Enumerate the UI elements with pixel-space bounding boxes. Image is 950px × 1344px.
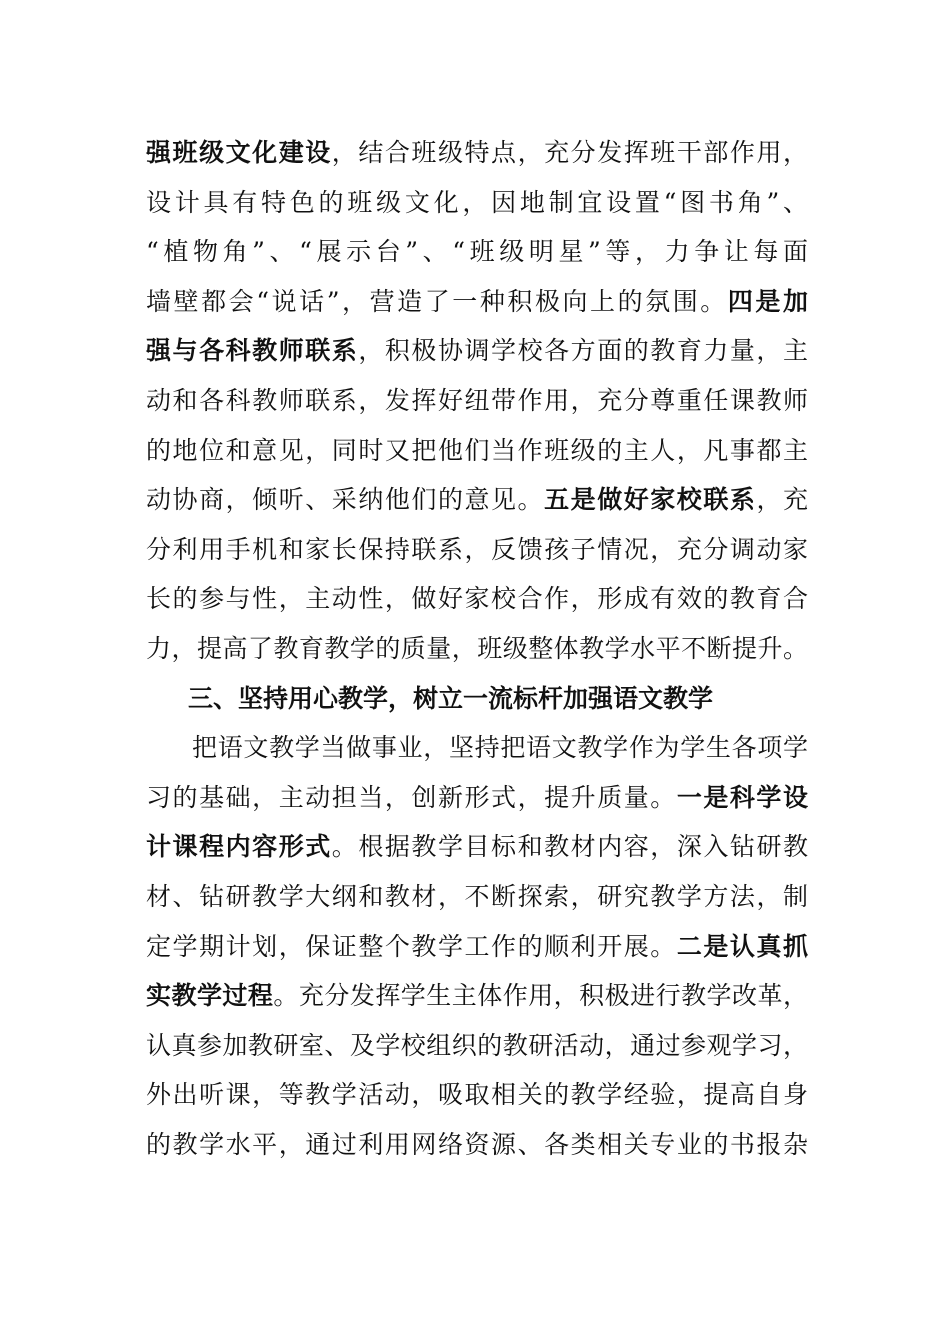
- text-run: 材、钻研教学大纲和教材，不断探索，研究教学方法，制: [146, 881, 808, 911]
- text-line: [146, 822, 808, 872]
- text-line: [146, 277, 808, 327]
- text-run: 力，提高了教育教学的质量，班级整体教学水平不断提升。: [146, 633, 808, 663]
- heading-text: 三、坚持用心教学，树立一流标杆加强语文教学: [188, 683, 714, 713]
- text-run: 定学期计划，保证整个教学工作的顺利开展。: [146, 931, 677, 961]
- text-line: [146, 971, 808, 1021]
- text-run: 动和各科教师联系，发挥好纽带作用，充分尊重任课教师: [146, 385, 808, 415]
- text-line: [146, 326, 808, 376]
- text-run: 把语文教学当做事业，坚持把语文教学作为学生各项学: [192, 733, 808, 763]
- text-line: [146, 773, 808, 823]
- text-line: [146, 227, 808, 277]
- text-line: [146, 128, 808, 178]
- text-run: ，积极协调学校各方面的教育力量，主: [358, 336, 808, 366]
- bold-phrase: 二是认真抓: [676, 931, 808, 961]
- text-run: ，充: [756, 485, 808, 515]
- text-run: 外出听课，等教学活动，吸取相关的教学经验，提高自身: [146, 1080, 808, 1110]
- text-line: [146, 574, 808, 624]
- text-run: “植物角”、“展示台”、“班级明星”等，力争让每面: [146, 237, 808, 267]
- text-run: 认真参加教研室、及学校组织的教研活动，通过参观学习，: [146, 1030, 808, 1060]
- text-run: 设计具有特色的班级文化，因地制宜设置“图书角”、: [146, 187, 808, 217]
- text-line: [146, 624, 808, 674]
- bold-phrase: 强班级文化建设: [146, 138, 332, 167]
- bold-phrase: 强与各科教师联系: [146, 336, 359, 366]
- paragraph-first-line: [146, 723, 808, 773]
- text-line: [146, 1021, 808, 1071]
- text-run: 的教学水平，通过利用网络资源、各类相关专业的书报杂: [146, 1129, 808, 1159]
- text-line: [146, 1120, 808, 1170]
- bold-phrase: 四是加: [727, 286, 808, 316]
- bold-phrase: 五是做好家校联系: [544, 485, 757, 515]
- text-line: [146, 1070, 808, 1120]
- text-run: 动协商，倾听、采纳他们的意见。: [146, 485, 545, 515]
- bold-phrase: 一是科学设: [676, 782, 808, 812]
- text-run: ，结合班级特点，充分发挥班干部作用，: [331, 138, 808, 167]
- section-heading: [146, 674, 808, 724]
- bold-phrase: 实教学过程: [146, 981, 274, 1011]
- text-run: 。根据教学目标和教材内容，深入钻研教: [331, 832, 808, 862]
- text-run: 长的参与性，主动性，做好家校合作，形成有效的教育合: [146, 584, 808, 614]
- bold-phrase: 计课程内容形式: [146, 832, 332, 862]
- text-run: 的地位和意见，同时又把他们当作班级的主人，凡事都主: [146, 435, 808, 465]
- document-body: [146, 128, 808, 1169]
- text-line: [146, 872, 808, 922]
- text-line: [146, 922, 808, 972]
- text-run: 分利用手机和家长保持联系，反馈孩子情况，充分调动家: [146, 534, 808, 564]
- text-line: [146, 376, 808, 426]
- text-run: 。充分发挥学生主体作用，积极进行教学改革，: [273, 981, 808, 1011]
- text-line: [146, 426, 808, 476]
- text-run: 墙壁都会“说话”，营造了一种积极向上的氛围。: [146, 286, 728, 316]
- text-line: [146, 525, 808, 575]
- text-run: 习的基础，主动担当，创新形式，提升质量。: [146, 782, 677, 812]
- text-line: [146, 178, 808, 228]
- text-line: [146, 475, 808, 525]
